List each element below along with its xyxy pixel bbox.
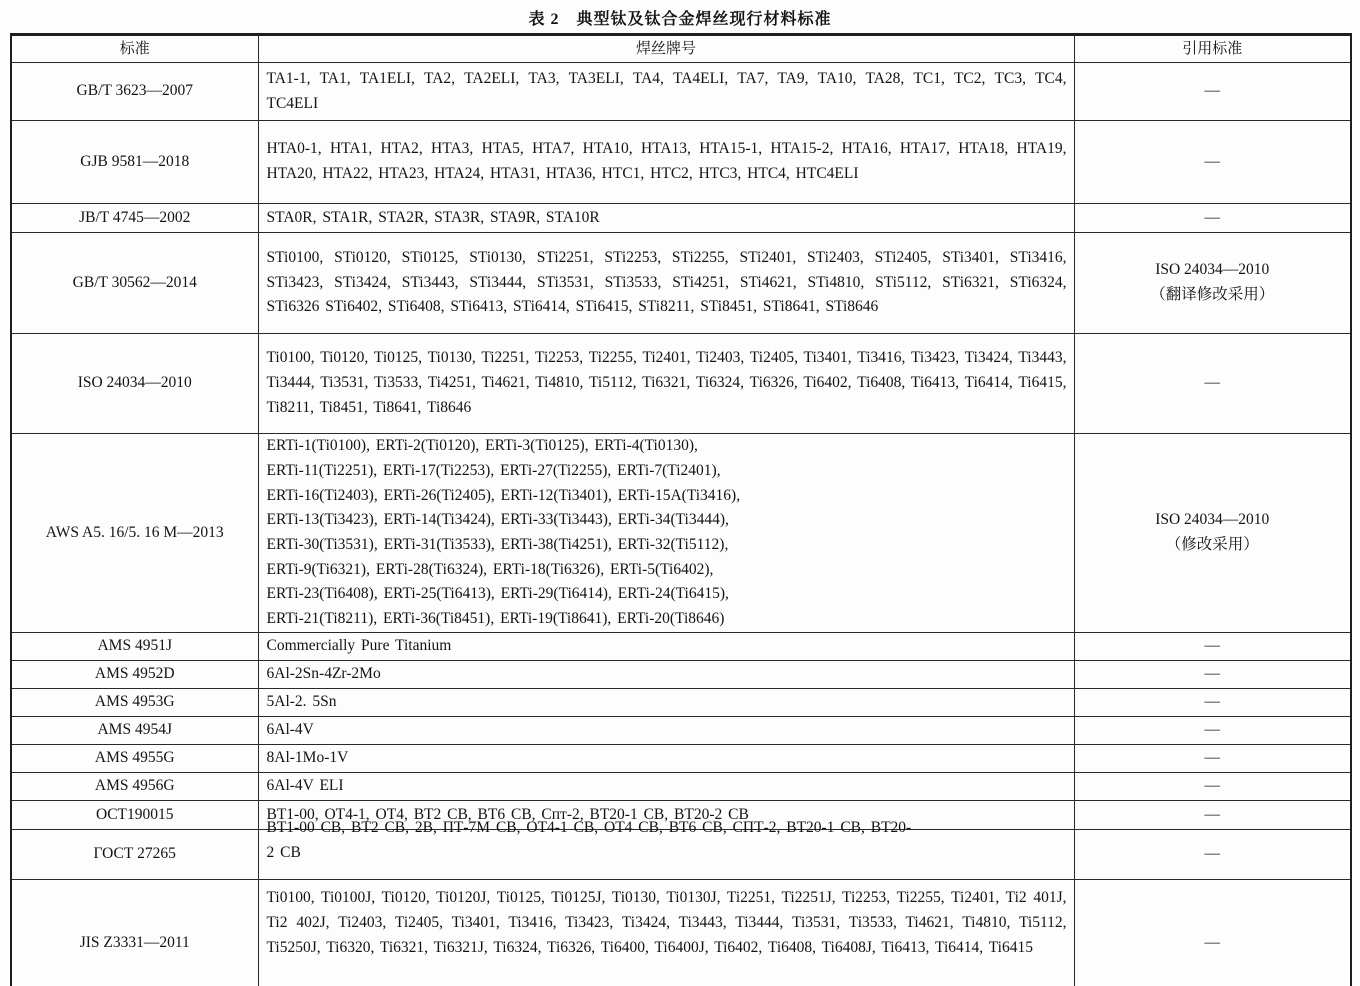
grades-line: ERTi-21(Ti8211), ERTi-36(Ti8451), ERTi-19(Ti8641), ERTi-20(Ti8646) [266,610,725,628]
grades-cell [258,633,1074,661]
row-gost-27265 [11,830,1351,880]
reference-cell: — [1074,801,1351,830]
row-ams-4953g [11,689,1351,717]
row-ams-4956g [11,773,1351,801]
grades-line: ERTi-13(Ti3423), ERTi-14(Ti3424), ERTi-33(Ti3443), ERTi-34(Ti3444), [266,511,729,529]
col-header-reference: 引用标准 [1074,35,1351,63]
row-gjb-9581-2018 [11,121,1351,204]
standard-cell: AMS 4952D [11,661,258,689]
grades-text: 6Al-2Sn-4Zr-2Mo [266,665,381,683]
col-header-standard: 标准 [11,35,258,63]
grades-line: ERTi-23(Ti6408), ERTi-25(Ti6413), ERTi-29(Ti6414), ERTi-24(Ti6415), [266,585,729,603]
reference-cell: — [1074,830,1351,880]
row-gbt-3623-2007 [11,63,1351,121]
header-row [11,35,1351,63]
grades-cell [258,204,1074,233]
row-ams-4955g [11,745,1351,773]
reference-cell: — [1074,63,1351,121]
row-ams-4952d [11,661,1351,689]
grades-text: 5Al-2. 5Sn [266,693,337,711]
standard-cell: JIS Z3331—2011 [11,880,258,986]
grades-cell [258,819,1074,880]
standard-cell: AMS 4955G [11,745,258,773]
row-ams-4951j [11,633,1351,661]
standard-cell: AWS A5. 16/5. 16 M—2013 [11,434,258,633]
standard-cell: JB/T 4745—2002 [11,204,258,233]
grades-cell [258,689,1074,717]
reference-text: ISO 24034—2010 [1155,261,1270,279]
grades-text: HTA0-1, HTA1, HTA2, HTA3, HTA5, HTA7, HTA10, HTA13, HTA15-1, HTA15-2, HTA16, HTA17, HTA18, HTA19, HTA20, HTA22, HTA23, HTA24, HTA31, HTA36, HTC1, HTC2, HTC3, HTC4, HTC4ELI [266,140,1067,182]
grades-cell [258,63,1074,121]
grades-text: 6Al-4V ELI [266,777,344,795]
grades-text: Commercially Pure Titanium [266,637,452,655]
reference-cell: — [1074,745,1351,773]
reference-cell: — [1074,204,1351,233]
grades-line: ERTi-11(Ti2251), ERTi-17(Ti2253), ERTi-27(Ti2255), ERTi-7(Ti2401), [266,461,721,479]
reference-text: ISO 24034—2010 [1155,511,1270,529]
grades-text: BT1-00, OT4-1, OT4, BT2 CB, BT6 CB, Cпт-2, BT20-1 CB, BT20-2 CB [266,805,749,823]
standard-cell: ГОСТ 27265 [11,830,258,880]
grades-text: TA1-1, TA1, TA1ELI, TA2, TA2ELI, TA3, TA3ELI, TA4, TA4ELI, TA7, TA9, TA10, TA28, TC1, TC2, TC3, TC4, TC4ELI [266,69,1067,112]
grades-line: BT1-00 CB, BT2 CB, 2B, ПТ-7M CB, OT4-1 CB, OT4 CB, BT6 CB, CПТ-2, BT20-1 CB, BT20- [266,819,912,836]
reference-cell [1074,233,1351,334]
grades-text-overlapping [259,816,1074,865]
grades-line: ERTi-9(Ti6321), ERTi-28(Ti6324), ERTi-18(Ti6326), ERTi-5(Ti6402), [266,560,714,578]
reference-cell: — [1074,633,1351,661]
reference-cell: — [1074,880,1351,986]
table-title: 表 2 典型钛及钛合金焊丝现行材料标准 [528,11,832,28]
row-iso-24034-2010 [11,334,1351,434]
standard-cell: AMS 4956G [11,773,258,801]
standard-cell: AMS 4954J [11,717,258,745]
reference-note: （翻译修改采用） [1150,286,1275,303]
standard-cell: AMS 4951J [11,633,258,661]
reference-cell: — [1074,661,1351,689]
grades-line: ERTi-30(Ti3531), ERTi-31(Ti3533), ERTi-38(Ti4251), ERTi-32(Ti5112), [266,536,729,553]
standard-cell: GB/T 30562—2014 [11,233,258,334]
standard-cell: OCT190015 [11,801,258,830]
grades-cell [258,773,1074,801]
grades-cell [258,121,1074,204]
row-jbt-4745-2002 [11,204,1351,233]
grades-text: STi0100, STi0120, STi0125, STi0130, STi2251, STi2253, STi2255, STi2401, STi2403, STi2405, STi3401, STi3416, STi3423, STi3424, STi3443, STi3444, STi3531, STi3533, STi4251, STi4621, STi4810, STi5112, STi6321, STi6324, STi6326 STi6402, STi6408, STi6413, STi6414, STi6415, STi8211, STi8451, STi8641, STi8646 [266,248,1067,316]
standard-cell: GB/T 3623—2007 [11,63,258,121]
grades-text: Ti0100, Ti0100J, Ti0120, Ti0120J, Ti0125, Ti0125J, Ti0130, Ti0130J, Ti2251, Ti2251J, Ti2253, Ti2255, Ti2401, Ti2 401J, Ti2 402J, Ti2403, Ti2405, Ti3401, Ti3416, Ti3423, Ti3424, Ti3443, Ti3444, Ti3531, Ti3533, Ti4621, Ti4810, Ti5112, Ti5250J, Ti6320, Ti6321, Ti6321J, Ti6324, Ti6326, Ti6400, Ti6400J, Ti6402, Ti6408, Ti6408J, Ti6413, Ti6414, Ti6415 [266,889,1067,956]
grades-cell [258,233,1074,334]
reference-cell: — [1074,334,1351,434]
standard-cell: ISO 24034—2010 [11,334,258,434]
grades-cell [258,334,1074,434]
reference-cell: — [1074,689,1351,717]
grades-text: Ti0100, Ti0120, Ti0125, Ti0130, Ti2251, Ti2253, Ti2255, Ti2401, Ti2403, Ti2405, Ti3401, Ti3416, Ti3423, Ti3424, Ti3443, Ti3444, Ti3531, Ti3533, Ti4251, Ti4621, Ti4810, Ti5112, Ti6321, Ti6324, Ti6326, Ti6402, Ti6408, Ti6413, Ti6414, Ti6415, Ti8211, Ti8451, Ti8641, Ti8646 [266,349,1067,416]
grades-line: ERTi-1(Ti0100), ERTi-2(Ti0120), ERTi-3(Ti0125), ERTi-4(Ti0130), [266,437,698,455]
row-ams-4954j [11,717,1351,745]
standard-cell: GJB 9581—2018 [11,121,258,204]
grades-cell [258,661,1074,689]
grades-cell [258,717,1074,745]
reference-cell: — [1074,717,1351,745]
grades-cell [258,745,1074,773]
standard-cell: AMS 4953G [11,689,258,717]
col-header-grades: 焊丝牌号 [258,35,1074,63]
reference-cell: — [1074,773,1351,801]
grades-cell [258,434,1074,633]
reference-cell: — [1074,121,1351,204]
grades-text: STA0R, STA1R, STA2R, STA3R, STA9R, STA10R [266,208,600,226]
row-aws-a5-16-2013 [11,434,1351,633]
standards-table [10,33,1352,986]
reference-cell [1074,434,1351,633]
reference-note: （修改采用） [1165,536,1259,553]
grades-cell [258,880,1074,986]
grades-text: 8Al-1Mo-1V [266,749,349,767]
grades-line: 2 CB [266,843,301,861]
grades-text: 6Al-4V [266,721,314,739]
grades-line: ERTi-16(Ti2403), ERTi-26(Ti2405), ERTi-12(Ti3401), ERTi-15A(Ti3416), [266,486,741,504]
row-gbt-30562-2014 [11,233,1351,334]
row-jis-z3331-2011 [11,880,1351,986]
